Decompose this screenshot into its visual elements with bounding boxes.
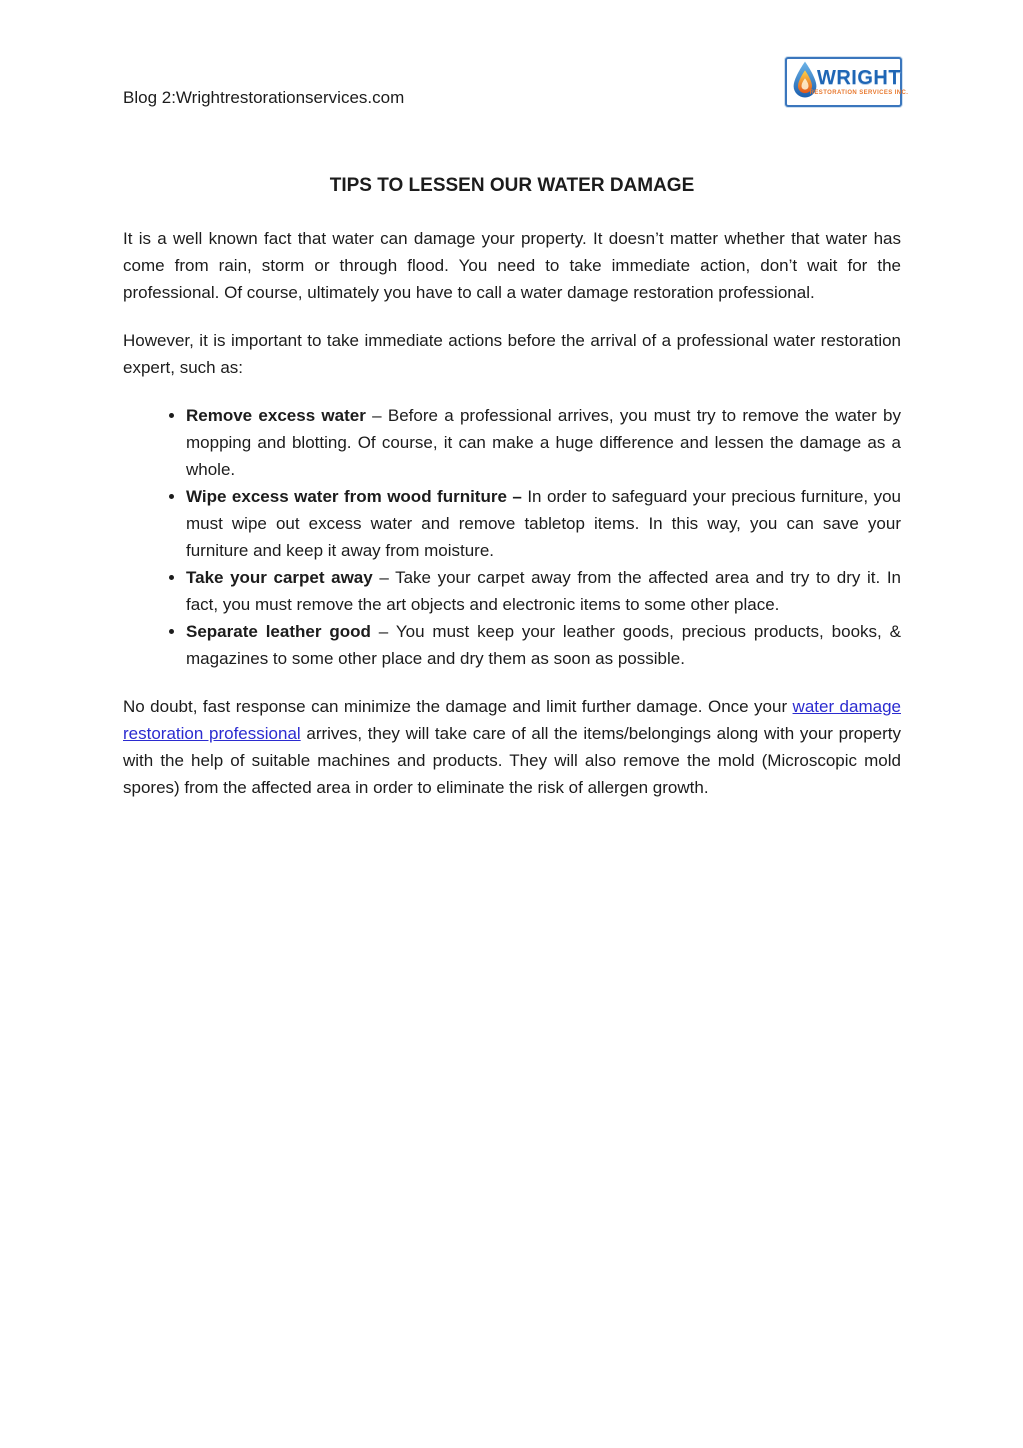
list-item	[186, 402, 901, 483]
list-item	[186, 483, 901, 564]
logo-text	[809, 66, 909, 97]
list-item	[186, 618, 901, 672]
list-item-text: In order to safeguard your precious furniture, you must wipe out excess water and remove tabletop items. In this way, you can save your furniture and keep it away from moisture.	[186, 487, 901, 560]
page-title: TIPS TO LESSEN OUR WATER DAMAGE	[329, 175, 695, 196]
logo-brand-name: WRIGHT	[816, 66, 902, 89]
list-item-sep: –	[365, 406, 388, 425]
water-drop-icon	[791, 60, 819, 105]
list-item-lead: Separate leather good	[186, 622, 371, 641]
company-logo	[785, 57, 909, 107]
list-item-lead: Remove excess water	[186, 406, 366, 425]
list-item-sep: –	[370, 622, 396, 641]
list-item-lead: Wipe excess water from wood furniture –	[186, 487, 522, 506]
tips-list	[123, 402, 901, 672]
list-item-text: Before a professional arrives, you must try to remove the water by mopping and blotting. Of course, it can make a huge difference and lessen the damage as a whole.	[186, 406, 902, 479]
closing-text-post: arrives, they will take care of all the items/belongings along with your property with the help of suitable machines and products. They will also remove the mold (Microscopic mold spores) from the affected area in order to eliminate the risk of allergen growth.	[123, 724, 901, 797]
paragraph-closing	[123, 693, 901, 801]
closing-text-pre: No doubt, fast response can minimize the damage and limit further damage. Once your	[123, 697, 793, 716]
document-body	[123, 172, 901, 822]
list-item-text: You must keep your leather goods, precious products, books, & magazines to some other place and dry them as soon as possible.	[186, 622, 901, 668]
paragraph-intro: It is a well known fact that water can damage your property. It doesn’t matter whether that water has come from rain, storm or through flood. You need to take immediate action, don’t wait for the professional. Of course, ultimately you have to call a water damage restoration professional.	[123, 229, 901, 302]
blog-header-label: Blog 2:Wrightrestorationservices.com	[123, 88, 405, 107]
list-item-lead: Take your carpet away	[186, 568, 373, 587]
list-item	[186, 564, 901, 618]
paragraph-however: However, it is important to take immediate actions before the arrival of a professional water restoration expert, such as:	[123, 331, 901, 377]
logo-tagline: RESTORATION SERVICES INC.	[809, 89, 909, 96]
list-item-sep: –	[372, 568, 396, 587]
list-item-text: Take your carpet away from the affected area and try to dry it. In fact, you must remove the art objects and electronic items to some other place.	[186, 568, 902, 614]
water-damage-restoration-link[interactable]: water damage restoration professional	[123, 697, 901, 743]
